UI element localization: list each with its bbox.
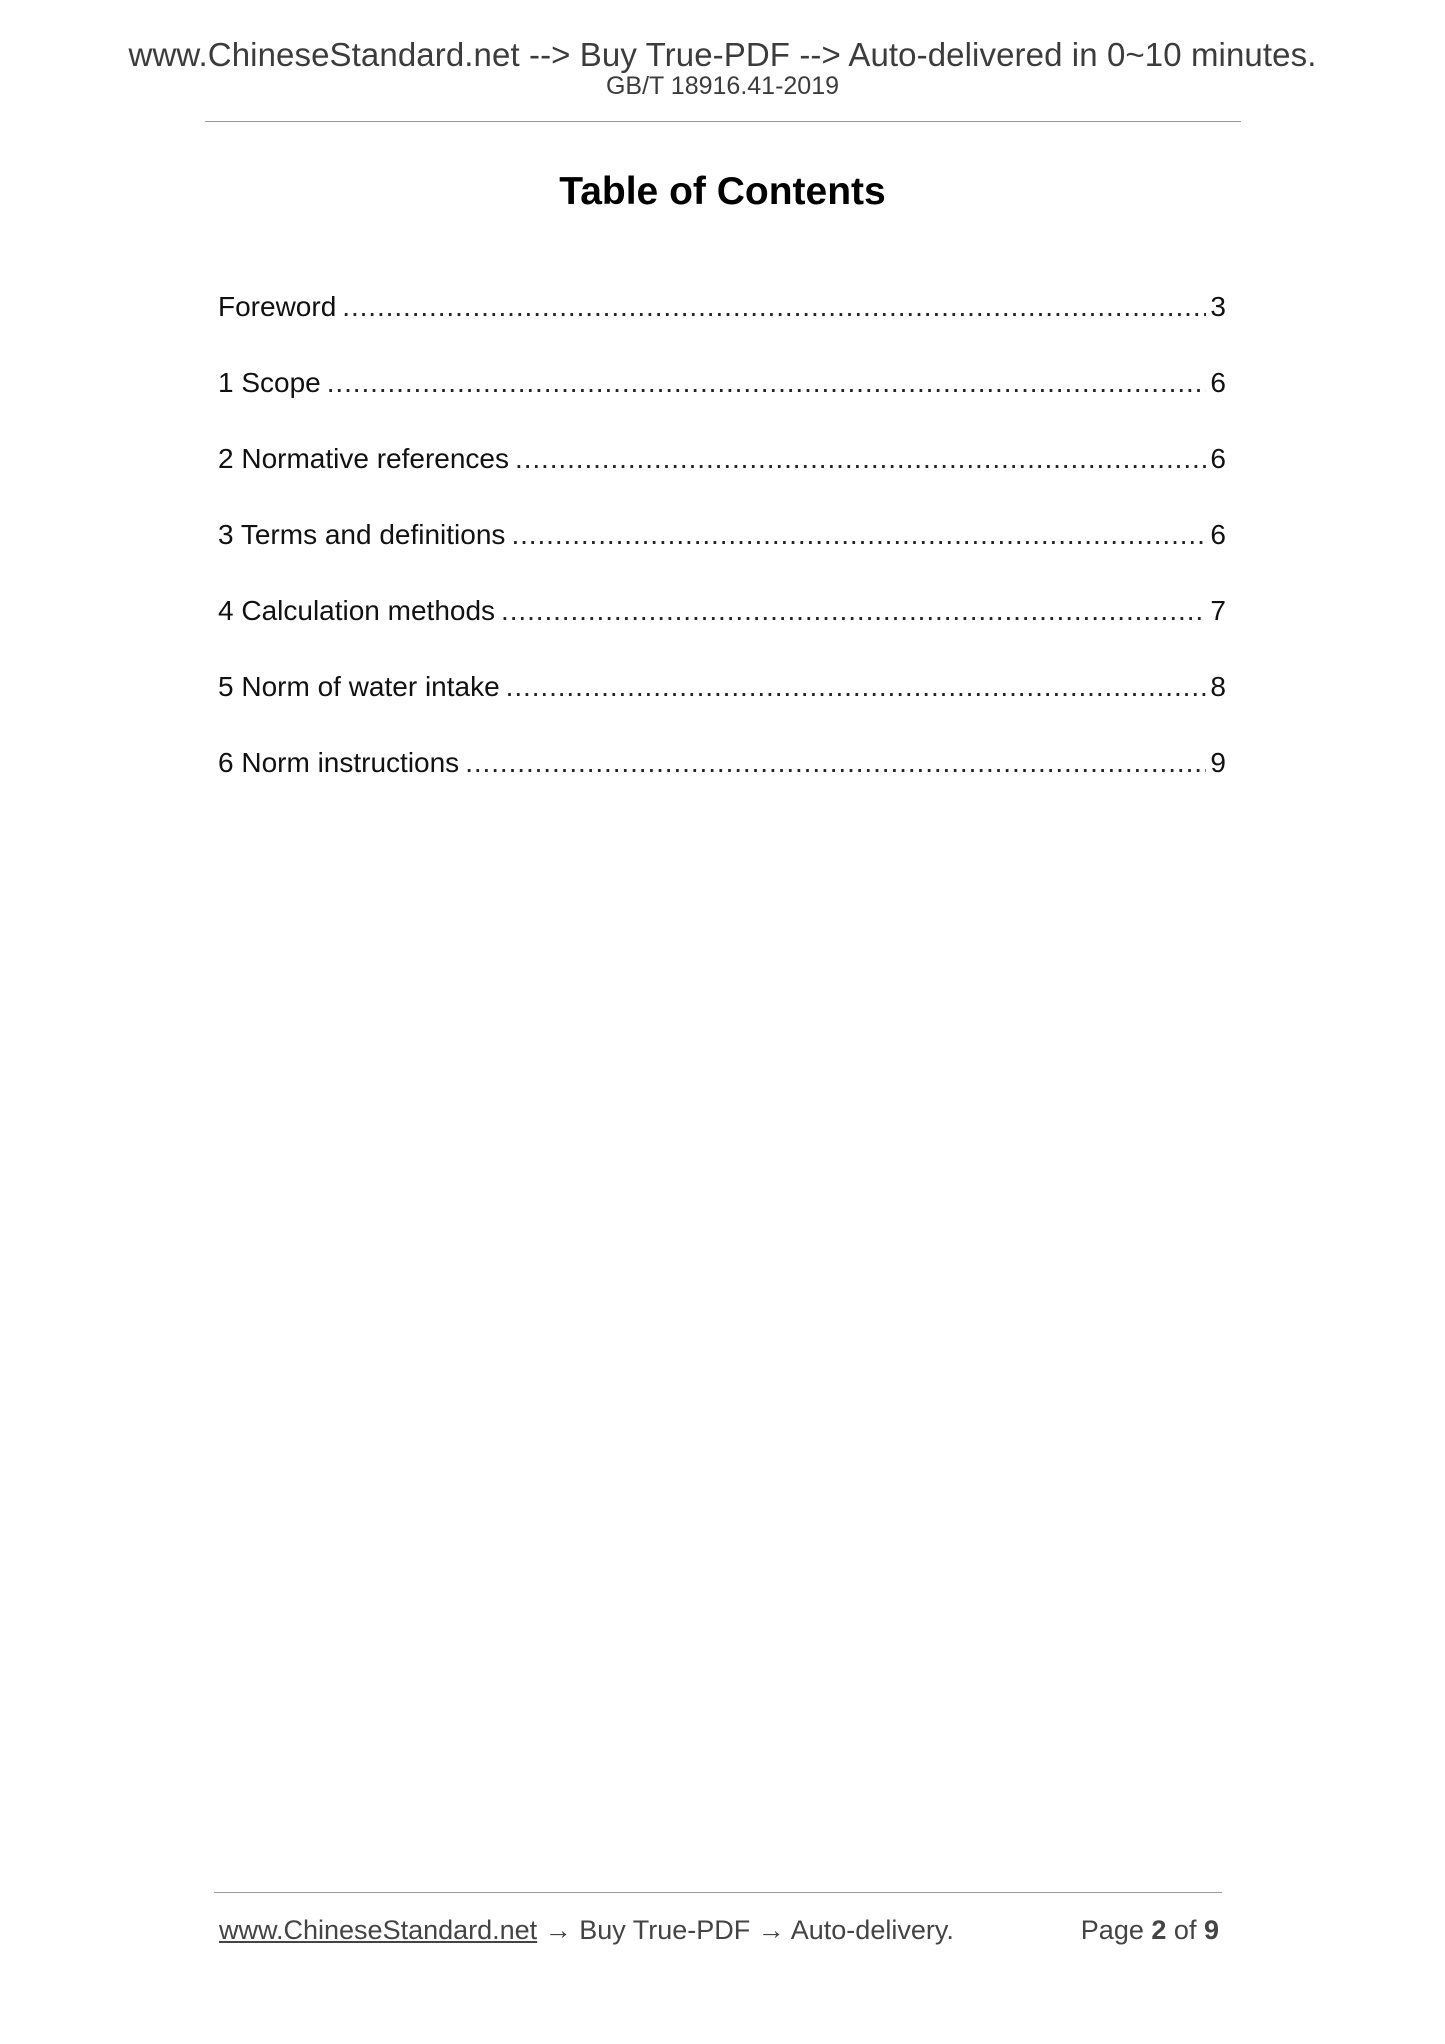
toc-entry-label: 5 Norm of water intake <box>218 671 500 702</box>
toc-entry-page: 7 <box>1210 595 1226 626</box>
toc-dot-leader <box>342 290 1206 324</box>
footer-buy-text: Buy True-PDF <box>579 1915 751 1945</box>
footer-arrow-1: → <box>537 1915 580 1945</box>
document-code: GB/T 18916.41-2019 <box>605 72 840 100</box>
footer-promo <box>219 1914 954 1946</box>
toc-title: Table of Contents <box>559 170 886 213</box>
toc-dot-leader <box>465 746 1206 780</box>
toc-dot-leader <box>501 594 1206 628</box>
toc-entry-label: Foreword <box>218 291 337 322</box>
toc-entry-label: 2 Normative references <box>218 443 510 474</box>
of-label: of <box>1173 1915 1197 1945</box>
toc-entry-page: 9 <box>1210 747 1226 778</box>
footer-delivery-text: Auto-delivery. <box>790 1915 954 1945</box>
toc-dot-leader <box>511 518 1206 552</box>
toc-entry-page: 8 <box>1210 671 1226 702</box>
toc-entry-scope[interactable] <box>218 366 1226 442</box>
toc-dot-leader <box>327 366 1207 400</box>
toc-entry-normative-references[interactable] <box>218 442 1226 518</box>
toc-entry-norm-of-water-intake[interactable] <box>218 670 1226 746</box>
footer-site-link[interactable]: www.ChineseStandard.net <box>219 1915 538 1945</box>
toc-entry-page: 6 <box>1210 443 1226 474</box>
toc-list <box>218 290 1226 822</box>
toc-entry-page: 3 <box>1210 291 1226 322</box>
toc-entry-page: 6 <box>1210 519 1226 550</box>
page-label: Page <box>1080 1915 1144 1945</box>
toc-entry-norm-instructions[interactable] <box>218 746 1226 822</box>
toc-entry-calculation-methods[interactable] <box>218 594 1226 670</box>
total-pages-number: 9 <box>1203 1915 1219 1945</box>
current-page-number: 2 <box>1151 1915 1167 1945</box>
toc-dot-leader <box>506 670 1207 704</box>
footer-divider <box>214 1892 1222 1893</box>
site-banner: www.ChineseStandard.net --> Buy True-PDF --> Auto-delivered in 0~10 minutes. <box>128 36 1317 73</box>
toc-entry-label: 4 Calculation methods <box>218 595 496 626</box>
toc-entry-label: 3 Terms and definitions <box>218 519 506 550</box>
toc-entry-label: 1 Scope <box>218 367 321 398</box>
footer-arrow-2: → <box>750 1915 791 1945</box>
toc-entry-label: 6 Norm instructions <box>218 747 460 778</box>
toc-entry-terms-and-definitions[interactable] <box>218 518 1226 594</box>
header-divider <box>205 121 1241 122</box>
toc-dot-leader <box>515 442 1206 476</box>
page-indicator <box>1081 1914 1219 1946</box>
toc-entry-page: 6 <box>1210 367 1226 398</box>
toc-entry-foreword[interactable] <box>218 290 1226 366</box>
